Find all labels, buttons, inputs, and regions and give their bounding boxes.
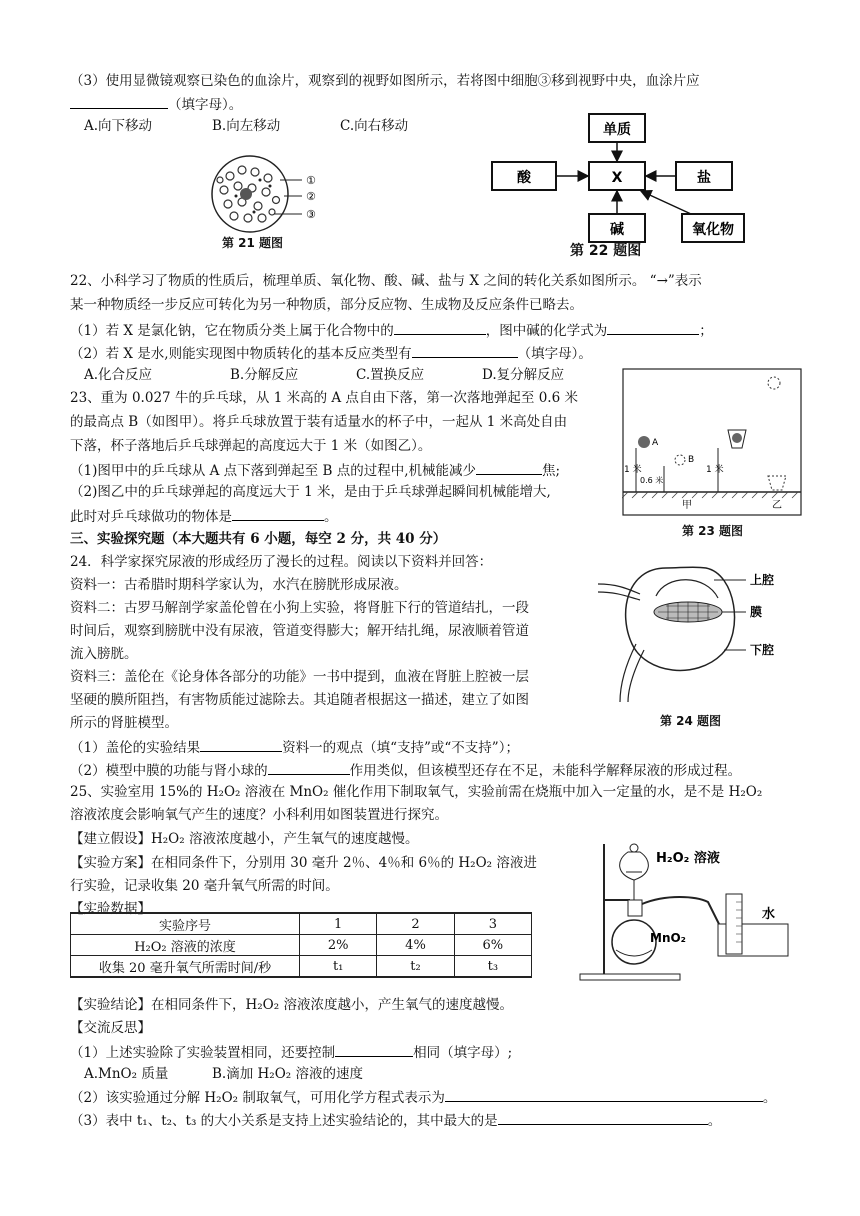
q25-plan-line2: 行实验，记录收集 20 毫升氧气所需的时间。 <box>70 878 339 894</box>
q24-label-membrane: 膜 <box>750 605 763 619</box>
table-row <box>71 935 532 956</box>
q23-diagram <box>622 368 802 518</box>
q24-material2-line1: 资料二：古罗马解剖学家盖伦曾在小狗上实验，将肾脏下行的管道结扎，一段 <box>70 600 529 616</box>
q22-p1-suffix: ； <box>699 323 713 339</box>
q24-kidney-model <box>596 554 806 704</box>
q23-p1-blank[interactable] <box>476 460 542 475</box>
q23-label-yi: 乙 <box>772 500 782 511</box>
q24-part1 <box>70 737 519 758</box>
q23-p2-suffix: 。 <box>324 509 338 525</box>
q24-p1-suffix: 资料一的观点（填“支持”或“不支持”）； <box>282 740 519 756</box>
q25-stem-line2: 溶液浓度会影响氧气产生的速度？小科利用如图装置进行探究。 <box>70 807 448 823</box>
q25-p1-option-a: A.MnO₂ 质量 <box>84 1066 169 1082</box>
table-cell: t₃ <box>454 956 531 978</box>
table-cell: 2% <box>300 935 377 956</box>
q22-p1-blank1[interactable] <box>394 320 486 335</box>
q24-p2-blank[interactable] <box>268 760 350 775</box>
q22-box-elemental: 单质 <box>603 122 631 138</box>
q23-p1-prefix: （1)图甲中的乒乓球从 A 点下落到弹起至 B 点的过程中,机械能减少 <box>70 463 476 479</box>
q23-line1: 23、重为 0.027 牛的乒乓球，从 1 米高的 A 点自由下落，第一次落地弹起至 0.6 米 <box>70 390 578 406</box>
q24-material1: 资料一：古希腊时期科学家认为，水汽在膀胱形成尿液。 <box>70 577 408 593</box>
q23-p1-suffix: 焦; <box>541 463 561 479</box>
q24-p2-suffix: 作用类似，但该模型还存在不足，未能科学解释尿液的形成过程。 <box>349 763 742 779</box>
q23-figure <box>622 368 802 518</box>
table-cell: 实验序号 <box>71 913 300 935</box>
q24-p1-blank[interactable] <box>200 737 282 752</box>
q23-p2-prefix: 此时对乒乓球做功的物体是 <box>70 509 232 525</box>
q25-label-h2o2: H₂O₂ 溶液 <box>656 851 720 866</box>
q22-diagram <box>486 110 776 260</box>
q25-conclusion: 【实验结论】在相同条件下，H₂O₂ 溶液浓度越小，产生氧气的速度越慢。 <box>70 997 513 1013</box>
q25-part1 <box>70 1042 512 1063</box>
section3-title: 三、实验探究题（本大题共有 6 小题，每空 2 分，共 40 分） <box>70 531 447 547</box>
q25-data-title <box>70 889 151 917</box>
q22-p2-prefix: （2）若 X 是水,则能实现图中物质转化的基本反应类型有 <box>70 346 412 362</box>
q25-plan-line1: 【实验方案】在相同条件下，分别用 30 毫升 2％、4％和 6％的 H₂O₂ 溶液进 <box>70 855 537 871</box>
q25-p2-blank[interactable] <box>445 1087 763 1102</box>
q22-part2 <box>70 343 592 364</box>
q25-stem-line1: 25、实验室用 15%的 H₂O₂ 溶液在 MnO₂ 催化作用下制取氧气，实验前需在烧瓶中加入一定量的水，是不是 H₂O₂ <box>70 784 763 800</box>
table-cell: t₁ <box>300 956 377 978</box>
q22-box-oxide: 氧化物 <box>692 222 734 238</box>
q23-line3: 下落，杯子落地后乒乓球弹起的高度远大于 1 米（如图乙）。 <box>70 438 432 454</box>
q25-data-title-text: 【实验数据】 <box>70 901 151 917</box>
q21-option-b: B.向左移动 <box>212 118 281 134</box>
table-row <box>71 913 532 935</box>
q25-apparatus <box>576 838 796 988</box>
q21-label-2: ② <box>306 190 316 203</box>
q23-line2: 的最高点 B（如图甲）。将乒乓球放置于装有适量水的杯子中，一起从 1 米高处自由 <box>70 414 568 430</box>
q22-option-d: D.复分解反应 <box>482 367 565 383</box>
q21-part3-line2 <box>70 94 242 115</box>
table-cell: 4% <box>377 935 454 956</box>
q22-p2-suffix: （填字母）。 <box>517 346 592 362</box>
table-cell: t₂ <box>377 956 454 978</box>
q22-box-salt: 盐 <box>697 170 711 186</box>
q23-label-1m-left: 1 米 <box>624 465 642 475</box>
q24-material2-line2: 时间后，观察到膀胱中没有尿液，管道变得膨大；解开结扎绳，尿液顺着管道 <box>70 623 529 639</box>
table-cell: 1 <box>300 913 377 935</box>
q25-hypothesis: 【建立假设】H₂O₂ 溶液浓度越小，产生氧气的速度越慢。 <box>70 831 419 847</box>
table-cell: H₂O₂ 溶液的浓度 <box>71 935 300 956</box>
q21-answer-blank[interactable] <box>70 94 168 109</box>
q23-label-b: B <box>688 455 695 465</box>
table-cell: 3 <box>454 913 531 935</box>
q23-part1 <box>70 460 560 481</box>
q25-p1-prefix: （1）上述实验除了实验装置相同，还要控制 <box>70 1045 336 1061</box>
q22-p1-prefix: （1）若 X 是氯化钠，它在物质分类上属于化合物中的 <box>70 323 394 339</box>
q25-data-table <box>70 912 532 978</box>
q24-material3-line1: 资料三：盖伦在《论身体各部分的功能》一书中提到，血液在肾脏上腔被一层 <box>70 669 529 685</box>
q22-option-a: A.化合反应 <box>84 367 153 383</box>
q23-label-a: A <box>652 438 659 448</box>
table-cell: 收集 20 毫升氧气所需时间/秒 <box>71 956 300 978</box>
q21-part3-line1: （3）使用显微镜观察已染色的血涂片，观察到的视野如图所示，若将图中细胞③移到视野中央，血涂片应 <box>70 73 700 89</box>
q24-part2 <box>70 760 741 781</box>
q24-figure <box>596 554 806 704</box>
q24-material2-line3: 流入膀胱。 <box>70 646 138 662</box>
q25-p1-suffix: 相同（填字母）; <box>413 1045 513 1061</box>
q24-material3-line3: 所示的肾脏模型。 <box>70 715 178 731</box>
q22-part1 <box>70 320 713 341</box>
q21-part3-suffix: （填字母）。 <box>168 97 243 113</box>
q25-p3-blank[interactable] <box>498 1110 708 1125</box>
q22-option-c: C.置换反应 <box>356 367 425 383</box>
q23-p2-blank[interactable] <box>232 506 324 521</box>
q23-part2-line1: （2)图乙中的乒乓球弹起的高度远大于 1 米，是由于乒乓球弹起瞬间机械能增大, <box>70 484 551 500</box>
q24-stem: 24．科学家探究尿液的形成经历了漫长的过程。阅读以下资料并回答： <box>70 554 493 570</box>
q24-p2-prefix: （2）模型中膜的功能与肾小球的 <box>70 763 268 779</box>
q23-figure-caption: 第 23 题图 <box>682 524 744 538</box>
q22-stem-line1: 22、小科学习了物质的性质后，梳理单质、氧化物、酸、碱、盐与 X 之间的转化关系如图所示。 “→”表示 <box>70 273 702 289</box>
q22-figure-caption: 第 22 题图 <box>570 243 642 259</box>
q25-reflection-title: 【交流反思】 <box>70 1020 151 1036</box>
q25-p1-blank[interactable] <box>335 1042 413 1057</box>
q21-label-3: ③ <box>306 208 316 221</box>
q22-figure <box>486 110 776 260</box>
q24-label-upper: 上腔 <box>750 573 775 587</box>
q25-label-mno2: MnO₂ <box>650 931 686 945</box>
q24-p1-prefix: （1）盖伦的实验结果 <box>70 740 201 756</box>
q24-label-lower: 下腔 <box>750 643 775 657</box>
q25-part3 <box>70 1110 721 1131</box>
q23-label-06m: 0.6 米 <box>640 476 664 485</box>
q25-p3-prefix: （3）表中 t₁、t₂、t₃ 的大小关系是支持上述实验结论的，其中最大的是 <box>70 1113 498 1129</box>
q25-p2-suffix: 。 <box>762 1090 777 1106</box>
q23-label-jia: 甲 <box>682 500 692 511</box>
table-row <box>71 956 532 978</box>
q24-material3-line2: 坚硬的膜所阻挡，有害物质能过滤除去。其追随者根据这一描述，建立了如图 <box>70 692 529 708</box>
table-cell: 6% <box>454 935 531 956</box>
q23-part2-line2 <box>70 506 338 527</box>
q25-part2 <box>70 1087 776 1108</box>
q21-option-c: C.向右移动 <box>340 118 409 134</box>
q21-label-1: ① <box>306 174 316 187</box>
q22-box-x: X <box>611 170 623 186</box>
table-cell: 2 <box>377 913 454 935</box>
q23-label-1m-right: 1 米 <box>706 465 724 475</box>
q25-figure <box>576 838 796 988</box>
q25-label-water: 水 <box>762 907 776 922</box>
q25-p1-option-b: B.滴加 H₂O₂ 溶液的速度 <box>212 1066 363 1082</box>
q22-option-b: B.分解反应 <box>230 367 299 383</box>
q25-p2-prefix: （2）该实验通过分解 H₂O₂ 制取氧气，可用化学方程式表示为 <box>70 1090 445 1106</box>
q22-box-base: 碱 <box>610 222 624 238</box>
q25-p3-suffix: 。 <box>707 1113 722 1129</box>
q21-option-a: A.向下移动 <box>84 118 153 134</box>
q22-p1-blank2[interactable] <box>607 320 699 335</box>
q24-figure-caption: 第 24 题图 <box>660 714 722 728</box>
q22-p1-mid: ，图中碱的化学式为 <box>485 323 608 339</box>
q22-box-acid: 酸 <box>517 170 531 186</box>
q21-figure-caption: 第 21 题图 <box>222 236 284 250</box>
q22-stem-line2: 某一种物质经一步反应可转化为另一种物质，部分反应物、生成物及反应条件已略去。 <box>70 297 583 313</box>
q22-p2-blank[interactable] <box>412 343 518 358</box>
